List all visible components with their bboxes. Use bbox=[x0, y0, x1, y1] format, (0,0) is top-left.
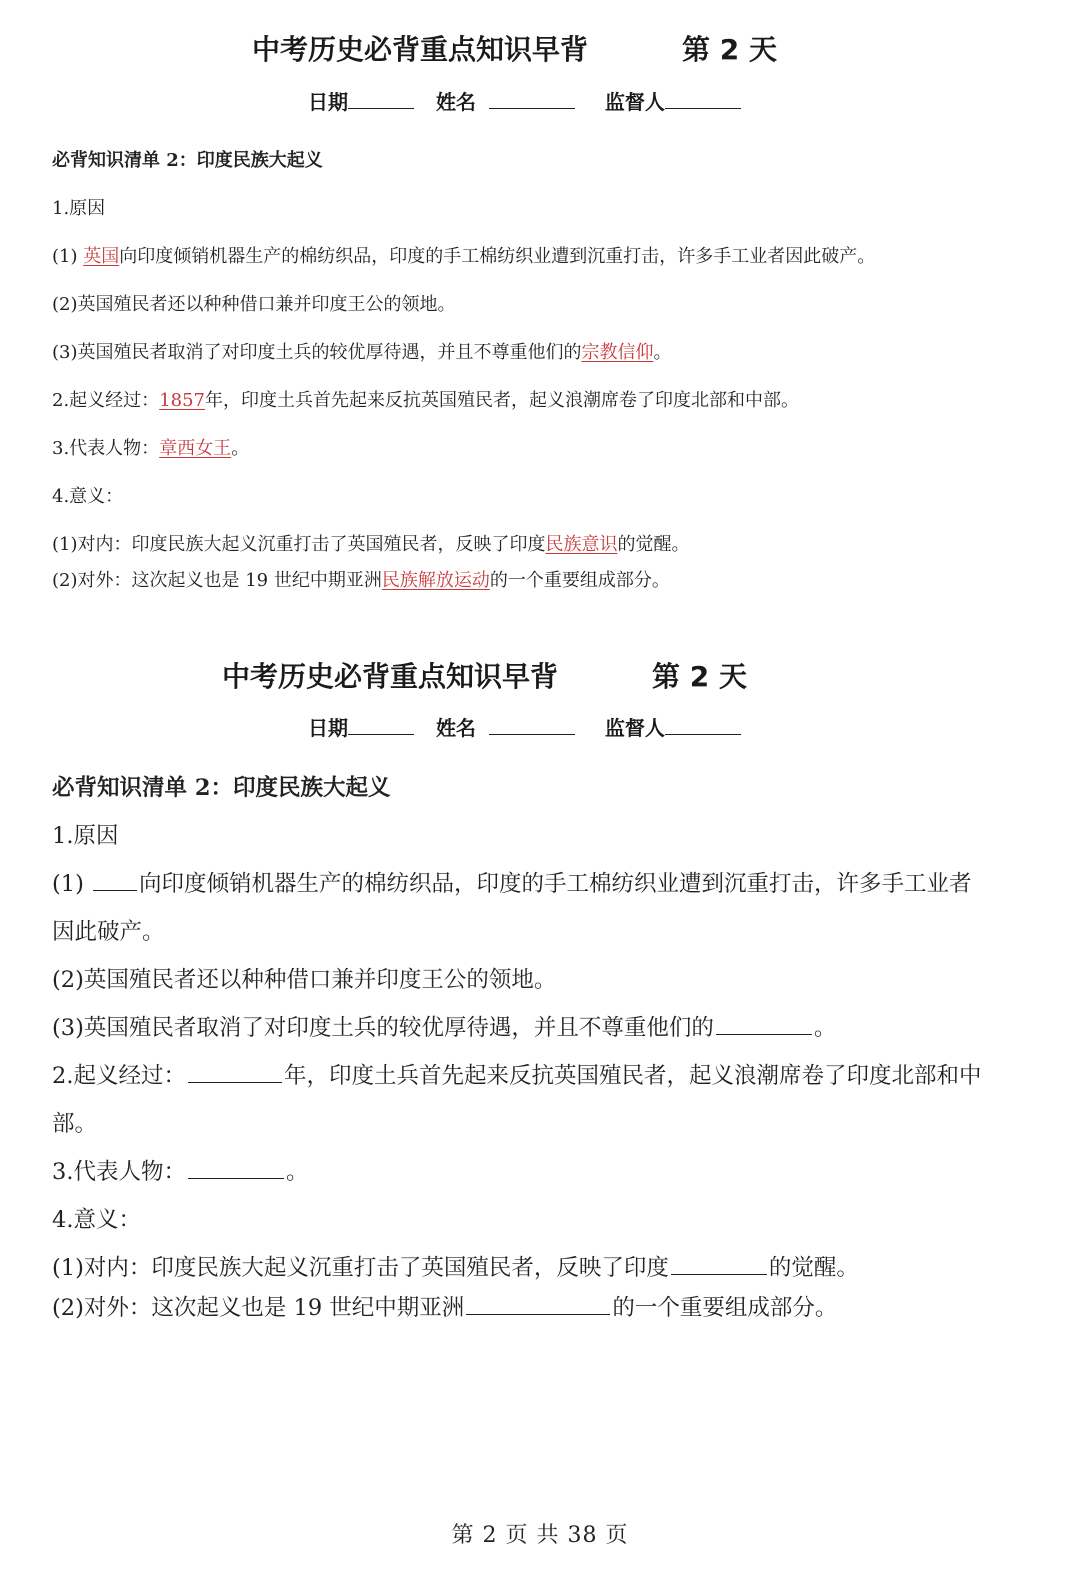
cause-1: (1) 英国向印度倾销机器生产的棉纺织品，印度的手工棉纺织业遭到沉重打击，许多手工业者因此破产。 bbox=[52, 246, 876, 267]
ws-uprising-process-cont: 部。 bbox=[52, 1111, 98, 1137]
answer-text: 民族意识 bbox=[545, 534, 618, 555]
ws-uprising-process: 2.起义经过： 年，印度土兵首先起来反抗英国殖民者，起义浪潮席卷了印度北部和中 bbox=[52, 1063, 982, 1089]
ws-significance-heading: 4.意义： bbox=[52, 1207, 141, 1233]
ws-cause-1: (1) 向印度倾销机器生产的棉纺织品，印度的手工棉纺织业遭到沉重打击，许多手工业者 bbox=[52, 871, 972, 897]
date-blank bbox=[348, 716, 414, 735]
info-row-2 bbox=[308, 712, 741, 741]
ws-cause-heading: 1.原因 bbox=[52, 823, 119, 849]
day-label: 第 2 天 bbox=[682, 33, 777, 66]
uprising-process: 2.起义经过：1857年，印度土兵首先起来反抗英国殖民者，起义浪潮席卷了印度北部和中部。 bbox=[52, 390, 799, 411]
cause-2: (2)英国殖民者还以种种借口兼并印度王公的领地。 bbox=[52, 294, 456, 315]
fill-blank[interactable] bbox=[93, 870, 137, 891]
supervisor-label: 监督人 bbox=[604, 716, 665, 740]
name-label: 姓名 bbox=[435, 90, 476, 114]
supervisor-label: 监督人 bbox=[604, 90, 665, 114]
ws-cause-1-cont: 因此破产。 bbox=[52, 919, 165, 945]
answer-text: 民族解放运动 bbox=[381, 570, 490, 591]
fill-blank[interactable] bbox=[671, 1254, 767, 1275]
ws-significance-1: (1)对内：印度民族大起义沉重打击了英国殖民者，反映了印度 的觉醒。 bbox=[52, 1255, 859, 1281]
day-label-2: 第 2 天 bbox=[652, 660, 747, 693]
name-blank bbox=[489, 716, 575, 735]
section-title-2: 必背知识清单 2：印度民族大起义 bbox=[52, 775, 391, 801]
fill-blank[interactable] bbox=[466, 1294, 610, 1315]
answer-text: 宗教信仰 bbox=[581, 342, 654, 363]
fill-blank[interactable] bbox=[716, 1014, 812, 1035]
ws-cause-2: (2)英国殖民者还以种种借口兼并印度王公的领地。 bbox=[52, 967, 557, 993]
supervisor-blank bbox=[665, 716, 741, 735]
page-title-2 bbox=[222, 655, 558, 695]
fill-blank[interactable] bbox=[188, 1062, 282, 1083]
name-blank bbox=[489, 90, 575, 109]
date-blank bbox=[348, 90, 414, 109]
date-label: 日期 bbox=[308, 90, 348, 114]
significance-2: (2)对外：这次起义也是 19 世纪中期亚洲民族解放运动的一个重要组成部分。 bbox=[52, 570, 670, 591]
answer-text: 英国 bbox=[83, 246, 120, 267]
representative-figure: 3.代表人物：章西女王。 bbox=[52, 438, 250, 459]
cause-3: (3)英国殖民者取消了对印度土兵的较优厚待遇，并且不尊重他们的宗教信仰。 bbox=[52, 342, 672, 363]
cause-heading: 1.原因 bbox=[52, 198, 106, 219]
page-number: 第 2 页 共 38 页 bbox=[451, 1523, 629, 1548]
ws-cause-3: (3)英国殖民者取消了对印度土兵的较优厚待遇，并且不尊重他们的 。 bbox=[52, 1015, 837, 1041]
answer-text: 1857 bbox=[159, 390, 205, 411]
title-text: 中考历史必背重点知识早背 bbox=[252, 33, 589, 66]
ws-representative-figure: 3.代表人物： 。 bbox=[52, 1159, 309, 1185]
fill-blank[interactable] bbox=[188, 1158, 284, 1179]
name-label: 姓名 bbox=[435, 716, 476, 740]
answer-text: 章西女王 bbox=[159, 438, 232, 459]
date-label: 日期 bbox=[308, 716, 348, 740]
significance-heading: 4.意义： bbox=[52, 486, 124, 507]
title-text: 中考历史必背重点知识早背 bbox=[222, 660, 559, 693]
page-title bbox=[252, 28, 588, 68]
section-title: 必背知识清单 2：印度民族大起义 bbox=[52, 150, 323, 171]
ws-significance-2: (2)对外：这次起义也是 19 世纪中期亚洲 的一个重要组成部分。 bbox=[52, 1295, 838, 1321]
significance-1: (1)对内：印度民族大起义沉重打击了英国殖民者，反映了印度民族意识的觉醒。 bbox=[52, 534, 690, 555]
info-row bbox=[308, 86, 741, 115]
supervisor-blank bbox=[665, 90, 741, 109]
